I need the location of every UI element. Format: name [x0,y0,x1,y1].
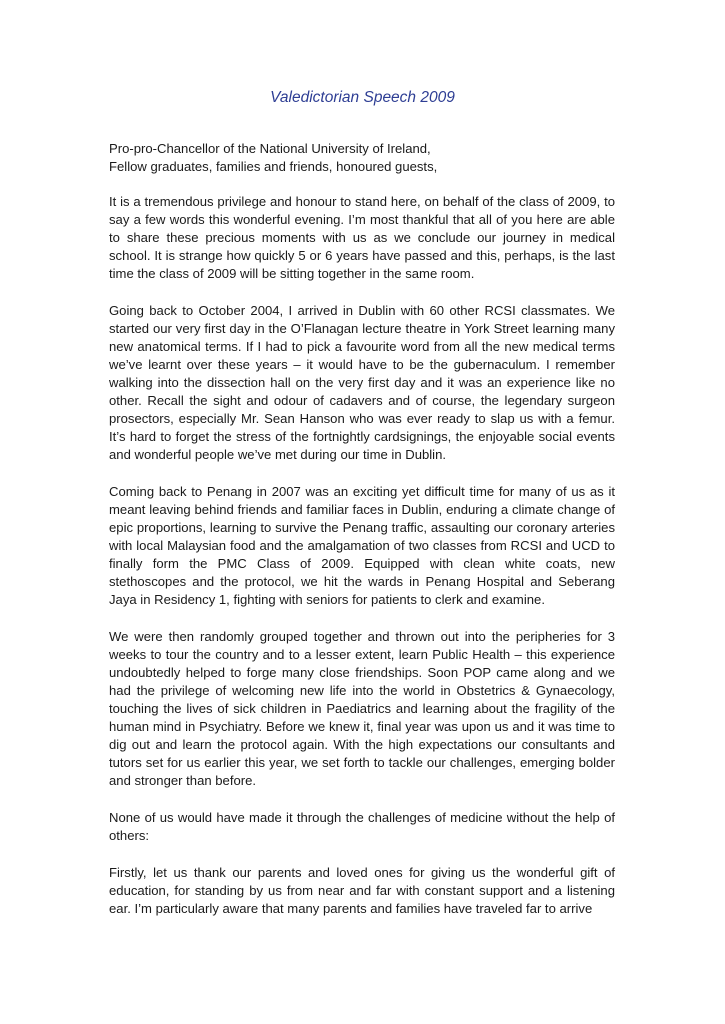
paragraph: It is a tremendous privilege and honour to stand here, on behalf of the class of 2009, to say a few words this wonderful evening. I’m most thankful that all of you here are able to share these precious moments with us as we conclude our journey in medical school. It is strange how quickly 5 or 6 years have passed and this, perhaps, is the last time the class of 2009 will be sitting together in the same room. [109,194,615,281]
salutation [109,140,615,176]
salutation-line: Fellow graduates, families and friends, honoured guests, [109,159,438,174]
paragraph: Coming back to Penang in 2007 was an exciting yet difficult time for many of us as it meant leaving behind friends and familiar faces in Dublin, enduring a climate change of epic proportions, learning to survive the Penang traffic, assaulting our coronary arteries with local Malaysian food and the amalgamation of two classes from RCSI and UCD to finally form the PMC Class of 2009. Equipped with clean white coats, new stethoscopes and the protocol, we hit the wards in Penang Hospital and Seberang Jaya in Residency 1, fighting with seniors for patients to clerk and examine. [109,484,615,607]
paragraph: None of us would have made it through the challenges of medicine without the help of others: [109,810,615,843]
paragraph: We were then randomly grouped together and thrown out into the peripheries for 3 weeks to tour the country and to a lesser extent, learn Public Health – this experience undoubtedly helped to forge many close friendships. Soon POP came along and we had the privilege of welcoming new life into the world in Obstetrics & Gynaecology, touching the lives of sick children in Paediatrics and learning about the fragility of the human mind in Psychiatry. Before we knew it, final year was upon us and it was time to dig out and learn the protocol again. With the high expectations our consultants and tutors set for us earlier this year, we set forth to tackle our challenges, emerging bolder and stronger than before. [109,629,615,788]
salutation-line: Pro-pro-Chancellor of the National University of Ireland, [109,141,431,156]
paragraph: Going back to October 2004, I arrived in Dublin with 60 other RCSI classmates. We started our very first day in the O’Flanagan lecture theatre in York Street learning many new anatomical terms. If I had to pick a favourite word from all the new medical terms we’ve learnt over these years – it would have to be the gubernaculum. I remember walking into the dissection hall on the very first day and it was an experience like no other. Recall the sight and odour of cadavers and of course, the legendary surgeon prosectors, especially Mr. Sean Hanson who was ever ready to slap us with a femur. It’s hard to forget the stress of the fortnightly cardsignings, the enjoyable social events and wonderful people we’ve met during our time in Dublin. [109,303,615,462]
paragraph: Firstly, let us thank our parents and loved ones for giving us the wonderful gift of education, for standing by us from near and far with constant support and a listening ear. I’m particularly aware that many parents and families have traveled far to arrive [109,865,615,916]
document-body [109,140,615,937]
document-title: Valedictorian Speech 2009 [270,89,455,106]
